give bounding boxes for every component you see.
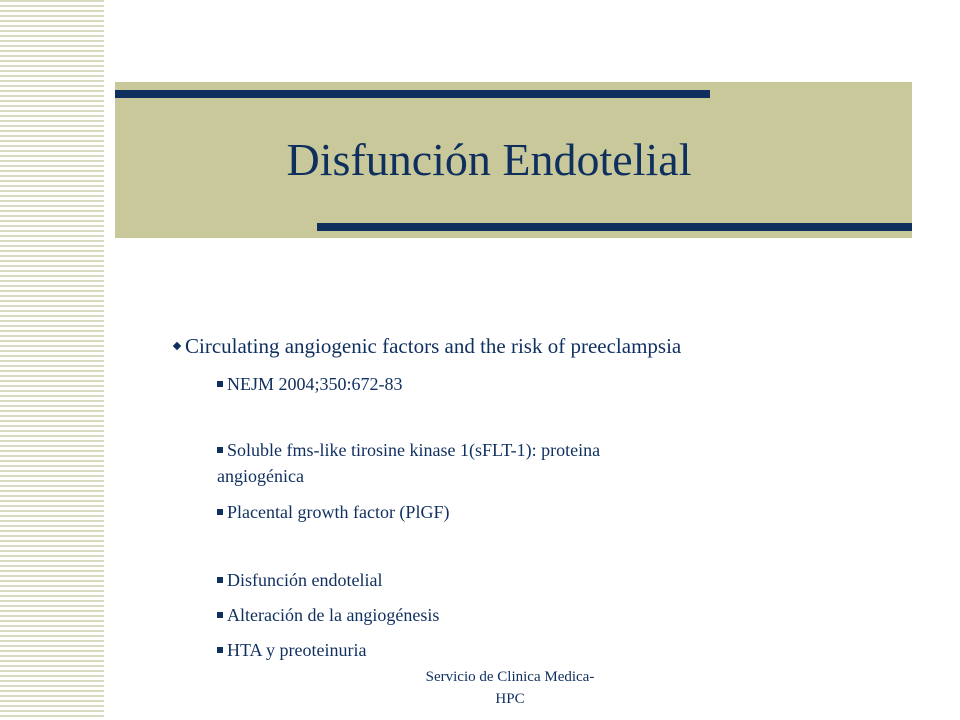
square-bullet-icon (217, 447, 223, 453)
sub-bullet-6 (217, 638, 367, 663)
sub-bullet-text: Disfunción endotelial (227, 570, 383, 590)
square-bullet-icon (217, 509, 223, 515)
square-bullet-icon (217, 381, 223, 387)
diamond-bullet-icon (173, 342, 181, 350)
sub-bullet-text: Placental growth factor (PlGF) (227, 502, 450, 522)
square-bullet-icon (217, 647, 223, 653)
title-accent-bar-bottom (317, 223, 912, 231)
sub-bullet-2 (217, 438, 600, 463)
footer-line-2: HPC (495, 691, 525, 707)
sub-bullet-1 (217, 372, 403, 397)
sub-bullet-2-continuation: angiogénica (217, 466, 304, 486)
square-bullet-icon (217, 577, 223, 583)
slide-footer (400, 666, 620, 710)
sub-bullet-text: Alteración de la angiogénesis (227, 605, 440, 625)
decorative-stripe-band (0, 0, 104, 720)
sub-bullet-text: NEJM 2004;350:672-83 (227, 374, 403, 394)
sub-bullet-5 (217, 603, 439, 628)
sub-bullet-4 (217, 568, 382, 593)
main-bullet-text: Circulating angiogenic factors and the risk of preeclampsia (185, 334, 682, 358)
sub-bullet-text: HTA y preoteinuria (227, 640, 367, 660)
main-bullet (172, 332, 681, 360)
title-accent-bar-top (115, 90, 710, 98)
slide-title: Disfunción Endotelial (286, 134, 692, 185)
sub-bullet-text: Soluble fms-like tirosine kinase 1(sFLT-1): proteina (227, 440, 601, 460)
footer-line-1: Servicio de Clinica Medica- (425, 669, 595, 685)
sub-bullet-3 (217, 500, 449, 525)
square-bullet-icon (217, 612, 223, 618)
